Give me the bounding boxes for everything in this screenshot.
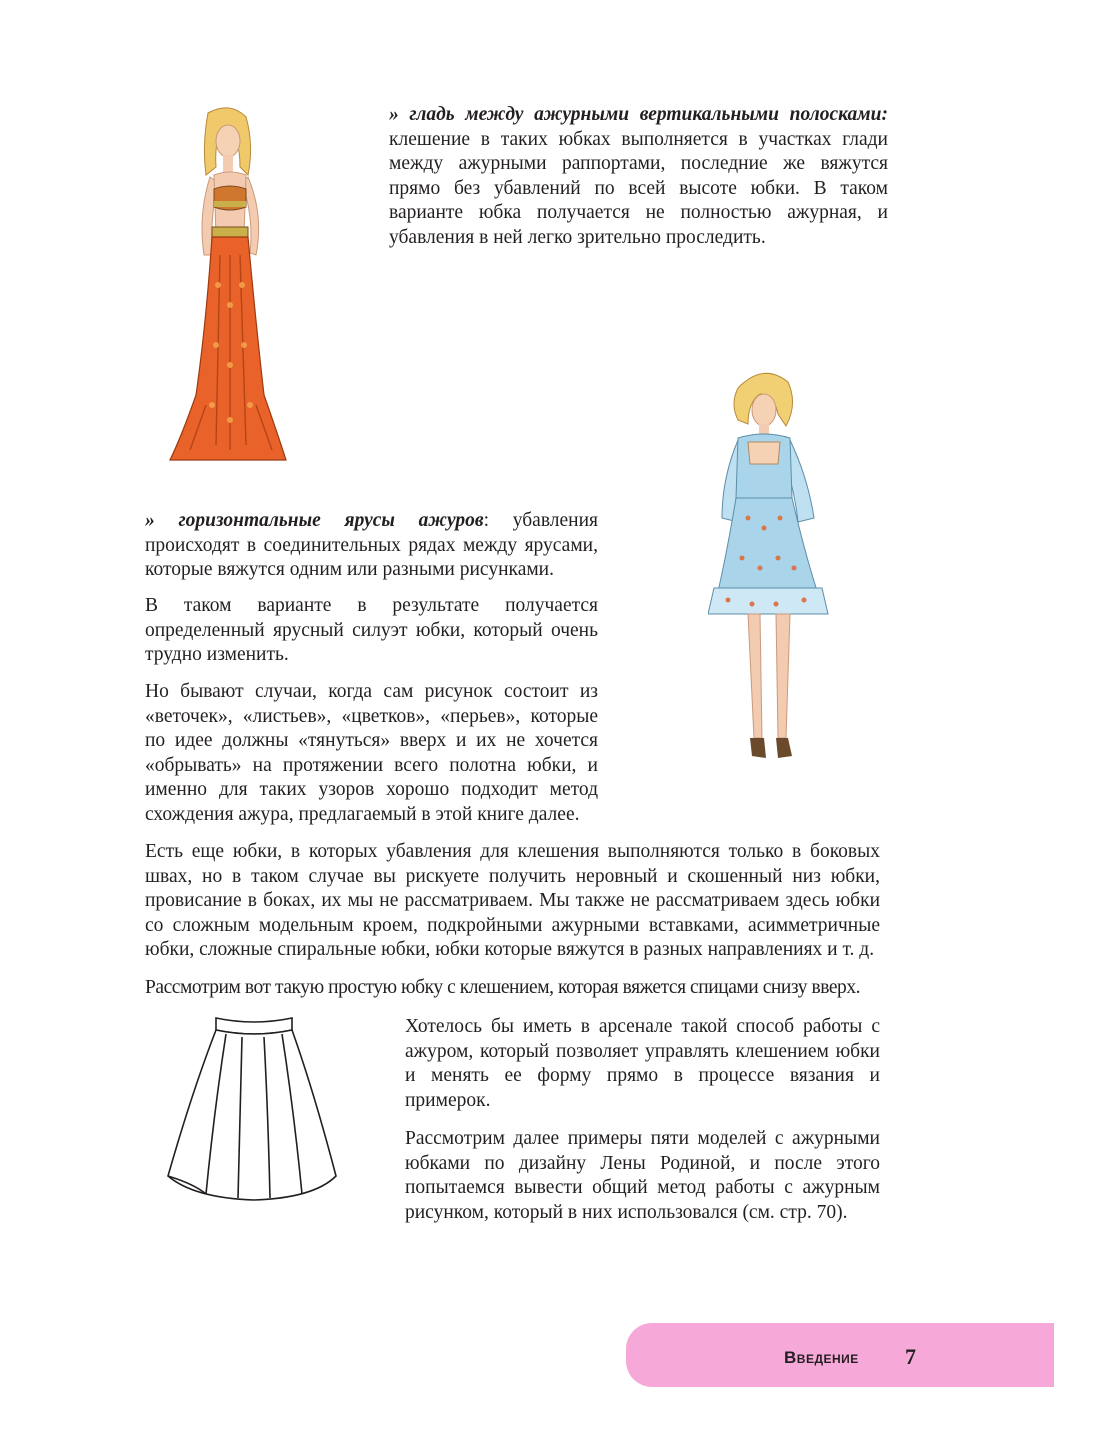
paragraph-tiered-silhouette: В таком варианте в результате получается определенный ярусный силуэт юбки, который очень трудно изменить.: [145, 595, 598, 665]
flared-skirt-line-drawing: [164, 1012, 340, 1202]
fashion-sketch-orange-gown: [160, 105, 295, 470]
paragraph-arsenal: Хотелось бы иметь в арсенале такой способ работы с ажуром, который позволяет управлять клешением юбки и менять ее форму прямо в процессе вязания и примерок.: [405, 1016, 880, 1111]
paragraph-text: : убавления происходят в соединительных рядах между ярусами, которые вяжутся одним или разными рисунками.: [145, 510, 598, 580]
paragraph-simple-skirt: Рассмотрим вот такую простую юбку с клешением, которая вяжется спицами снизу вверх.: [145, 977, 861, 998]
paragraph-five-models: Рассмотрим далее примеры пяти моделей с ажурными юбками по дизайну Лены Родиной, и после этого попытаемся вывести общий метод работы с ажурным рисунком, который в них использовался (см. стр. 70).: [405, 1128, 880, 1223]
lead-term: » гладь между ажурными вертикальными полосками:: [389, 104, 888, 125]
paragraph-horizontal-tiers: [145, 509, 598, 583]
paragraph-side-seams: Есть еще юбки, в которых убавления для клешения выполняются только в боковых швах, но в таком случае вы рискуете получить неровный и скошенный низ юбки, провисание в боках, их мы не рассматриваем. Мы также не рассматриваем здесь юбки со сложным модельным кроем, подкройными ажурными вставками, асимметричные юбки, сложные спиральные юбки, юбки которые вяжутся в разных направлениях и т. д.: [145, 841, 880, 960]
section-title: Введение: [784, 1348, 859, 1367]
page-number: 7: [905, 1344, 916, 1369]
fashion-sketch-blue-dress: [708, 368, 838, 768]
paragraph-text: клешение в таких юбках выполняется в участках глади между ажурными раппортами, последние же вяжутся прямо без убавлений по всей высоте юбки. В таком варианте юбка получается не полностью ажурная, и убавления в ней легко зрительно проследить.: [389, 128, 888, 248]
paragraph-vertical-motifs: Но бывают случаи, когда сам рисунок состоит из «веточек», «листьев», «цветков», «перьев», которые по идее должны «тянуться» вверх и их не хочется «обрывать» на протяжении всего полотна юбки, и именно для таких узоров хорошо подходит метод схождения ажура, предлагаемый в этой книге далее.: [145, 681, 598, 825]
lead-term: » горизонтальные ярусы ажуров: [145, 510, 484, 531]
paragraph-openwork-vertical-stripes: [389, 103, 888, 250]
